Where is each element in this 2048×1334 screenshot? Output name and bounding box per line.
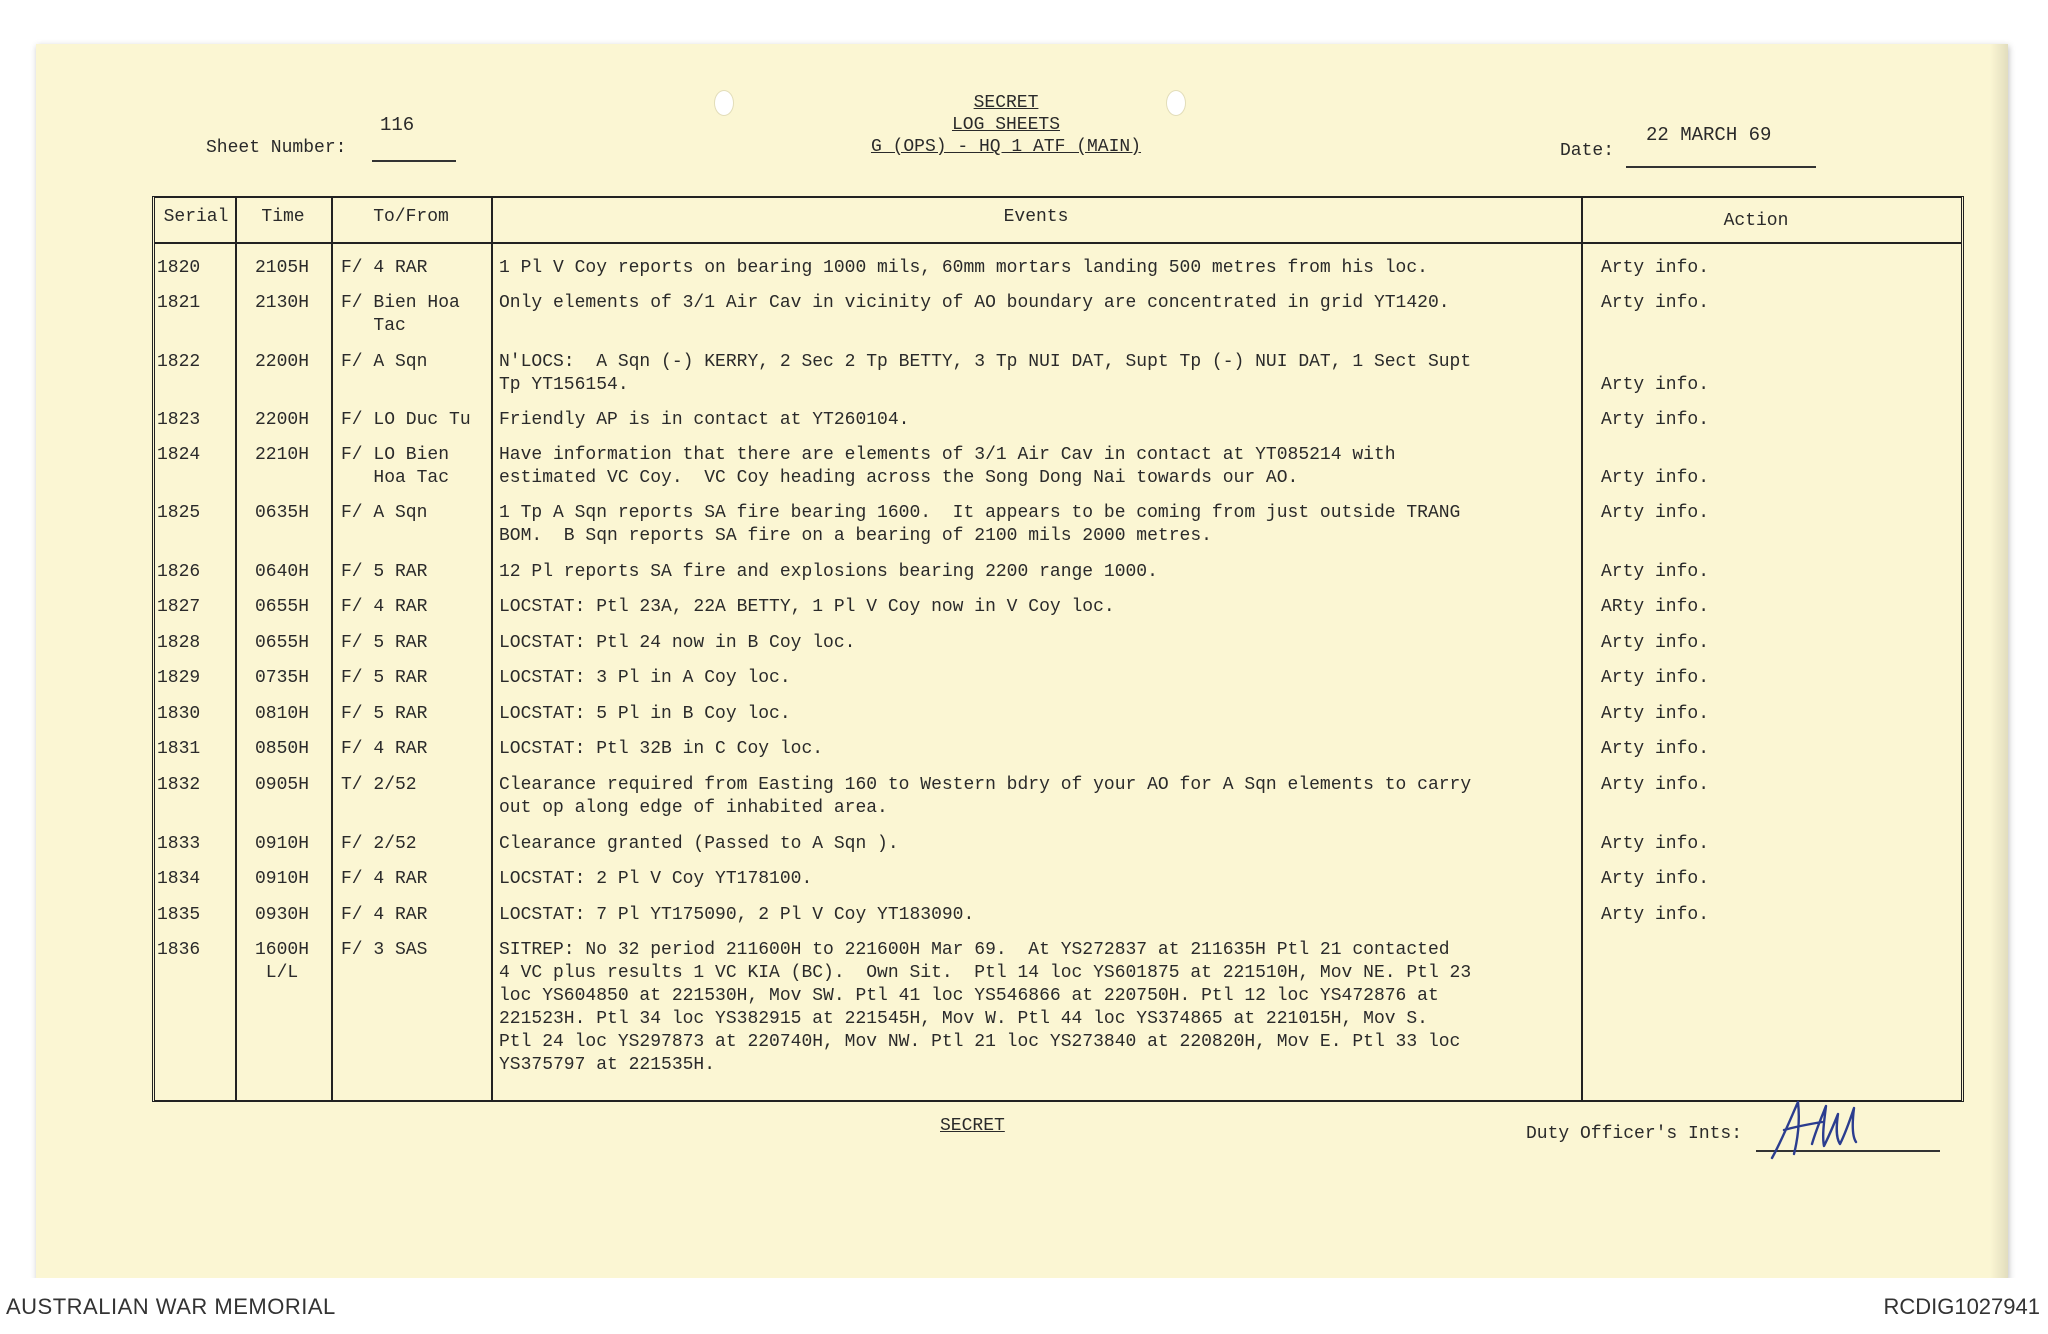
tofrom-cell: F/ 4 RAR [341,905,428,925]
sheet-number-label: Sheet Number: [206,138,347,158]
date-label: Date: [1560,141,1615,161]
events-cell: LOCSTAT: Ptl 23A, 22A BETTY, 1 Pl V Coy now in V Coy loc. [499,597,1115,617]
serial-cell: 1824 [157,445,201,465]
action-cell: Arty info. [1601,869,1710,889]
serial-cell: 1830 [157,704,201,724]
time-cell: 0930H [254,905,309,925]
events-cell: LOCSTAT: Ptl 24 now in B Coy loc. [499,633,856,653]
action-cell: ARty info. [1601,597,1710,617]
time-cell: 0910H [254,869,309,889]
events-cell: Clearance required from Easting 160 to Western bdry of your AO for A Sqn elements to carry out op along edge of inhabited area. [499,775,1472,818]
column-header-time: Time [261,207,305,227]
action-cell: Arty info. [1601,704,1710,724]
archive-item-id: RCDIG1027941 [1883,1294,2040,1319]
time-cell: 0905H [254,775,309,795]
unit-title: G (OPS) - HQ 1 ATF (MAIN) [870,137,1142,157]
column-header-action: Action [1723,211,1789,231]
action-cell: Arty info. [1601,503,1710,523]
time-cell: 0735H [254,668,309,688]
tofrom-cell: F/ 4 RAR [341,739,428,759]
time-cell: 0850H [254,739,309,759]
time-cell: 0810H [254,704,309,724]
tofrom-cell: F/ A Sqn [341,503,428,523]
tofrom-cell: F/ LO Duc Tu [341,410,471,430]
time-cell: 2130H [254,293,309,313]
serial-cell: 1835 [157,905,201,925]
date-underline [1626,166,1816,168]
action-cell: Arty info. [1601,375,1710,395]
column-header-tofrom: To/From [373,207,449,227]
time-cell: 2210H [254,445,309,465]
events-cell: Friendly AP is in contact at YT260104. [499,410,910,430]
serial-cell: 1831 [157,739,201,759]
date-value: 22 MARCH 69 [1646,124,1772,146]
column-divider [1581,198,1583,1100]
serial-cell: 1834 [157,869,201,889]
sheet-number: 116 [380,114,415,136]
events-cell: 1 Tp A Sqn reports SA fire bearing 1600. It appears to be coming from just outside TRANG BOM. B Sqn reports SA fire on a bearing of 2100 mils 2000 metres. [499,503,1461,546]
action-cell: Arty info. [1601,293,1710,313]
tofrom-cell: F/ 4 RAR [341,258,428,278]
action-cell: Arty info. [1601,562,1710,582]
action-cell: Arty info. [1601,410,1710,430]
events-cell: Have information that there are elements of 3/1 Air Cav in contact at YT085214 with estimated VC Coy. VC Coy heading across the Song Dong Nai towards our AO. [499,445,1396,488]
time-cell: 0655H [254,597,309,617]
action-cell: Arty info. [1601,633,1710,653]
column-divider [235,198,237,1100]
time-cell: 2200H [254,410,309,430]
tofrom-cell: F/ 3 SAS [341,940,428,960]
time-cell: 0640H [254,562,309,582]
events-cell: LOCSTAT: 3 Pl in A Coy loc. [499,668,791,688]
column-divider [491,198,493,1100]
events-cell: LOCSTAT: 7 Pl YT175090, 2 Pl V Coy YT183090. [499,905,975,925]
time-cell: 2105H [254,258,309,278]
time-cell: 0910H [254,834,309,854]
document-title: LOG SHEETS [951,115,1061,135]
serial-cell: 1826 [157,562,201,582]
serial-cell: 1823 [157,410,201,430]
serial-cell: 1820 [157,258,201,278]
punch-hole-left [714,90,734,116]
duty-officer-label: Duty Officer's Ints: [1526,1124,1743,1144]
classification-top: SECRET [973,93,1039,113]
tofrom-cell: F/ 5 RAR [341,633,428,653]
sheet-number-underline [372,160,456,162]
events-cell: 1 Pl V Coy reports on bearing 1000 mils, 60mm mortars landing 500 metres from his loc. [499,258,1428,278]
events-cell: N'LOCS: A Sqn (-) KERRY, 2 Sec 2 Tp BETTY, 3 Tp NUI DAT, Supt Tp (-) NUI DAT, 1 Sect Supt Tp YT156154. [499,352,1472,395]
time-cell: 0655H [254,633,309,653]
events-cell: LOCSTAT: 2 Pl V Coy YT178100. [499,869,813,889]
tofrom-cell: F/ 2/52 [341,834,417,854]
serial-cell: 1827 [157,597,201,617]
column-header-events: Events [1003,207,1069,227]
tofrom-cell: F/ 5 RAR [341,704,428,724]
tofrom-cell: T/ 2/52 [341,775,417,795]
document-header [836,92,1176,158]
classification-bottom: SECRET [940,1116,1005,1136]
action-cell: Arty info. [1601,468,1710,488]
tofrom-cell: F/ 4 RAR [341,597,428,617]
action-cell: Arty info. [1601,775,1710,795]
time-cell: 1600H L/L [254,940,309,983]
time-cell: 0635H [254,503,309,523]
header-rule [155,242,1961,244]
action-cell: Arty info. [1601,258,1710,278]
tofrom-cell: F/ A Sqn [341,352,428,372]
tofrom-cell: F/ Bien Hoa Tac [341,293,460,336]
duty-officer-signature [1764,1094,1894,1164]
time-cell: 2200H [254,352,309,372]
events-cell: SITREP: No 32 period 211600H to 221600H Mar 69. At YS272837 at 211635H Ptl 21 contacted 4 VC plus results 1 VC KIA (BC). Own Sit. Ptl 14 loc YS601875 at 221510H, Mov NE. Ptl 23 loc YS604850 at 221530H, Mov SW. Ptl 41 loc YS546866 at 220750H. Ptl 12 loc YS472876 at 221523H. Ptl 34 loc YS382915 at 221545H, Mov W. Ptl 44 loc YS374865 at 221015H, Mov S. Ptl 24 loc YS297873 at 220740H, Mov NW. Ptl 21 loc YS273840 at 220820H, Mov E. Ptl 33 loc YS375797 at 221535H. [499,940,1472,1075]
archive-source: AUSTRALIAN WAR MEMORIAL [6,1294,336,1319]
tofrom-cell: F/ 5 RAR [341,562,428,582]
events-cell: Only elements of 3/1 Air Cav in vicinity of AO boundary are concentrated in grid YT1420. [499,293,1450,313]
archive-caption-bar [0,1278,2048,1334]
serial-cell: 1825 [157,503,201,523]
tofrom-cell: F/ LO Bien Hoa Tac [341,445,450,488]
events-cell: LOCSTAT: 5 Pl in B Coy loc. [499,704,791,724]
action-cell: Arty info. [1601,668,1710,688]
serial-cell: 1822 [157,352,201,372]
action-cell: Arty info. [1601,905,1710,925]
serial-cell: 1821 [157,293,201,313]
serial-cell: 1829 [157,668,201,688]
serial-cell: 1832 [157,775,201,795]
column-header-serial: Serial [163,207,229,227]
column-divider [331,198,333,1100]
log-table [152,196,1964,1102]
action-cell: Arty info. [1601,739,1710,759]
events-cell: 12 Pl reports SA fire and explosions bearing 2200 range 1000. [499,562,1158,582]
action-cell: Arty info. [1601,834,1710,854]
tofrom-cell: F/ 5 RAR [341,668,428,688]
serial-cell: 1828 [157,633,201,653]
events-cell: LOCSTAT: Ptl 32B in C Coy loc. [499,739,824,759]
serial-cell: 1833 [157,834,201,854]
events-cell: Clearance granted (Passed to A Sqn ). [499,834,899,854]
log-sheet-paper [36,44,2008,1280]
paper-edge-shadow [1990,44,2008,1280]
serial-cell: 1836 [157,940,201,960]
tofrom-cell: F/ 4 RAR [341,869,428,889]
